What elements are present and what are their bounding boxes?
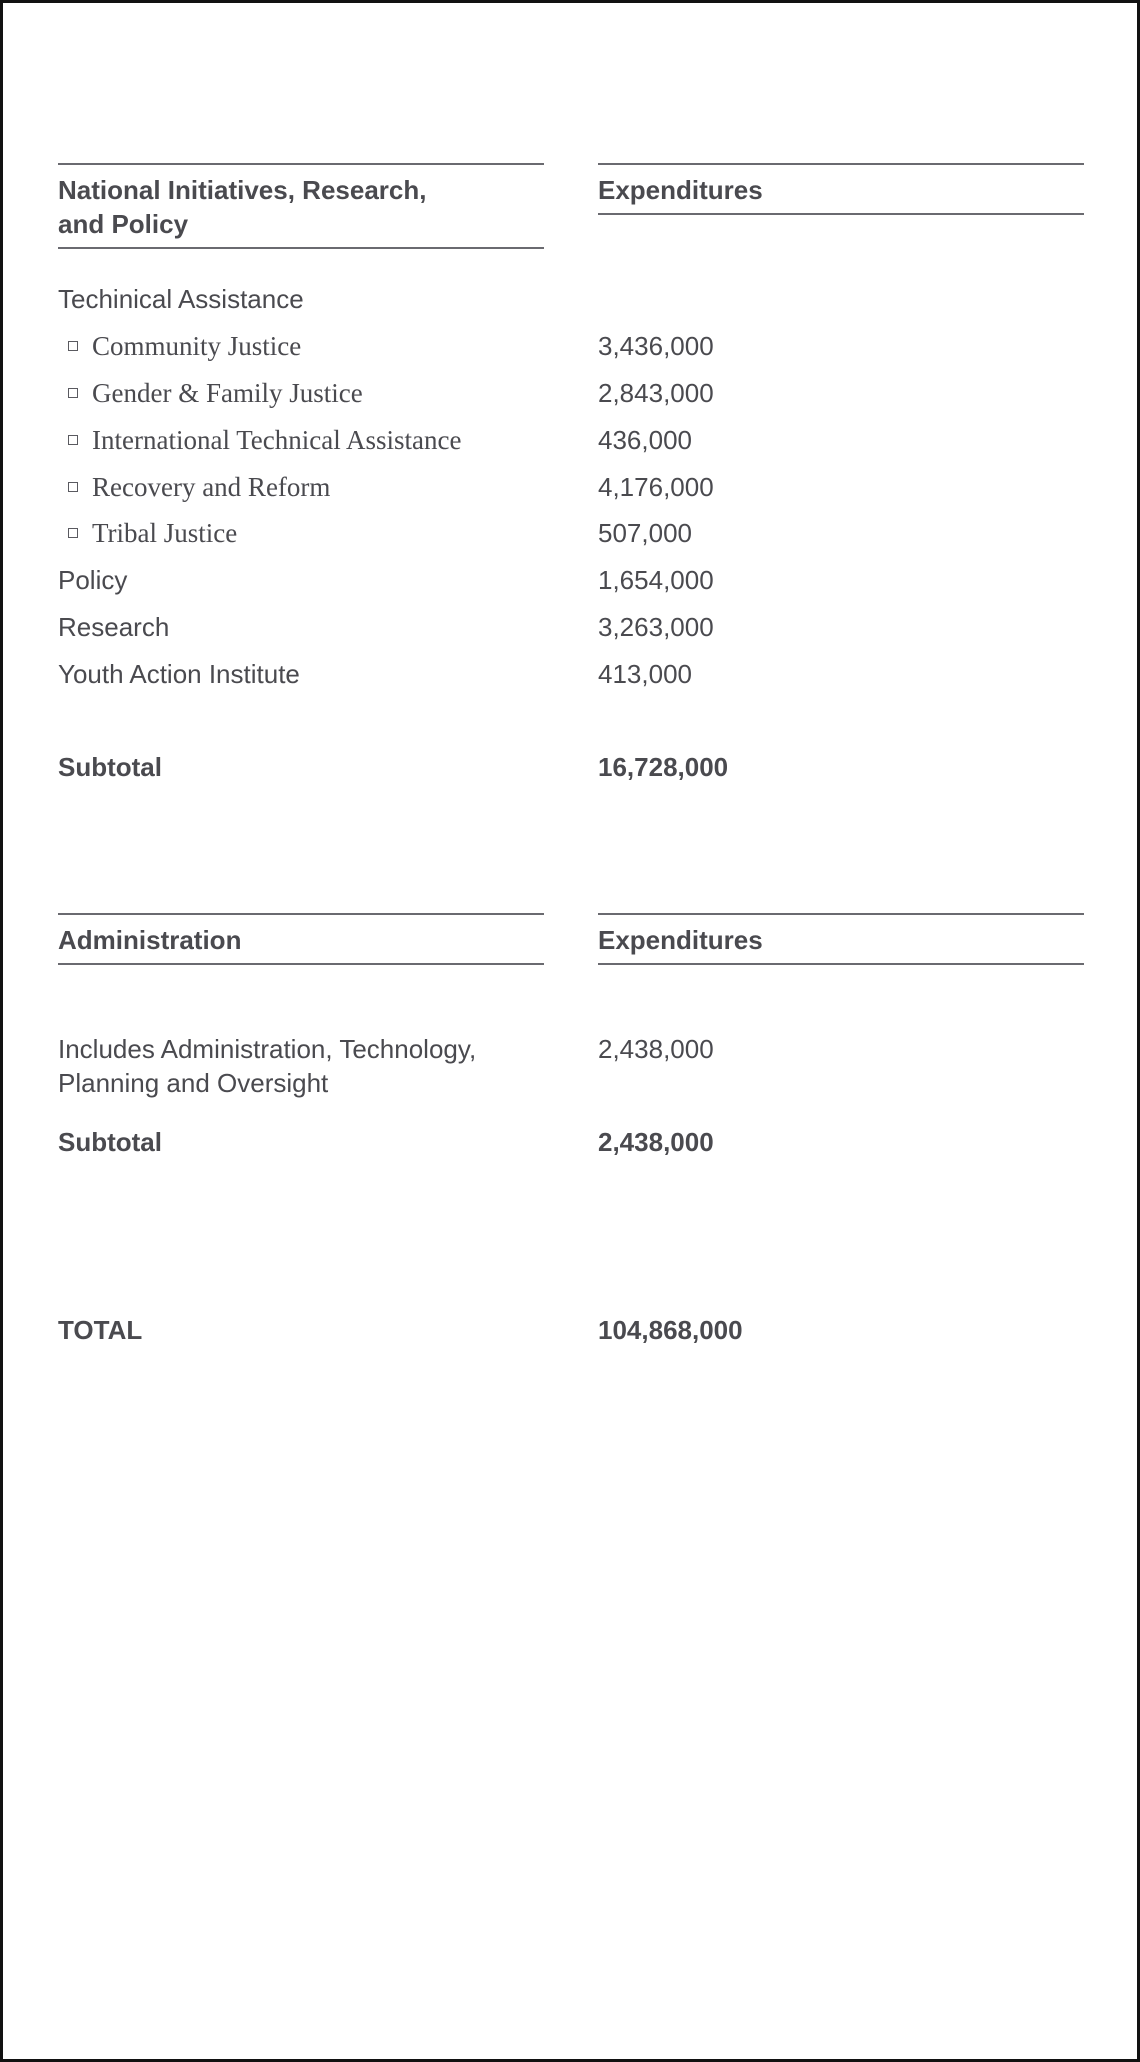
table-row-value: 413,000 (598, 659, 692, 689)
table-row-value: 3,263,000 (598, 612, 714, 642)
list-item (58, 329, 301, 363)
section1-bottom-rule (58, 247, 544, 249)
subtotal-label: Subtotal (58, 1127, 162, 1157)
list-item (58, 470, 330, 504)
checkbox-square-icon (68, 435, 78, 445)
section2-title: Administration (58, 925, 242, 955)
section1-value-bottom-rule (598, 213, 1084, 215)
section2-expenditures-header: Expenditures (598, 925, 763, 955)
table-row-label: Youth Action Institute (58, 659, 300, 689)
total-value: 104,868,000 (598, 1315, 743, 1345)
section1-expenditures-header: Expenditures (598, 175, 763, 205)
section2-value-header (598, 913, 1084, 965)
checkbox-square-icon (68, 388, 78, 398)
subtotal-value: 16,728,000 (598, 752, 729, 782)
list-item-value: 4,176,000 (598, 472, 714, 502)
subtotal-label: Subtotal (58, 752, 162, 782)
list-item (58, 376, 363, 410)
subtotal-value: 2,438,000 (598, 1127, 714, 1157)
checkbox-square-icon (68, 482, 78, 492)
list-item-value: 507,000 (598, 518, 692, 548)
list-item-value: 2,843,000 (598, 378, 714, 408)
table-row-label: Policy (58, 565, 128, 595)
section2-value-top-rule (598, 913, 1084, 915)
list-item-label: Community Justice (92, 331, 302, 361)
category-label: Techinical Assistance (58, 284, 304, 314)
list-item-label: International Technical Assistance (92, 425, 462, 455)
section1-header (58, 163, 544, 249)
table-row-value: 1,654,000 (598, 565, 714, 595)
section2-value-bottom-rule (598, 963, 1084, 965)
section2-header (58, 913, 544, 965)
section2-bottom-rule (58, 963, 544, 965)
table-row-label: Research (58, 612, 170, 642)
section2-top-rule (58, 913, 544, 915)
checkbox-square-icon (68, 341, 78, 351)
total-label: TOTAL (58, 1315, 143, 1345)
table-row-value: 2,438,000 (598, 1034, 714, 1064)
section1-top-rule (58, 163, 544, 165)
list-item-value: 436,000 (598, 425, 692, 455)
section1-value-top-rule (598, 163, 1084, 165)
list-item-label: Tribal Justice (92, 518, 238, 548)
checkbox-square-icon (68, 528, 78, 538)
table-row-label: Includes Administration, Technology, Planning and Oversight (58, 1034, 477, 1098)
list-item (58, 423, 461, 457)
list-item (58, 516, 237, 550)
list-item-value: 3,436,000 (598, 331, 714, 361)
list-item-label: Gender & Family Justice (92, 378, 363, 408)
section1-value-header (598, 163, 1084, 215)
list-item-label: Recovery and Reform (92, 472, 331, 502)
section1-title: National Initiatives, Research, and Policy (58, 175, 427, 239)
